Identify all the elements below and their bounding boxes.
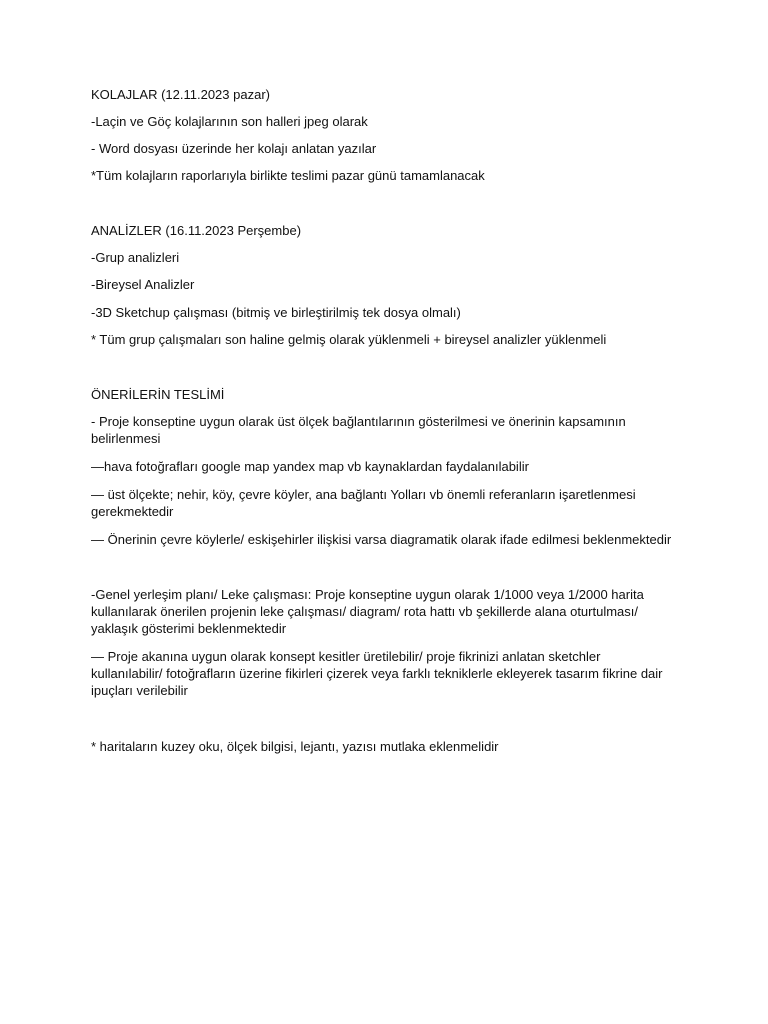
kolajlar-item-1: -Laçin ve Göç kolajlarının son halleri jpeg olarak — [91, 114, 368, 129]
kolajlar-item-2: - Word dosyası üzerinde her kolajı anlatan yazılar — [91, 141, 377, 156]
oneriler-item-1 — [91, 413, 691, 447]
yerlesim-item-1-line-2: kullanılarak önerilen projenin leke çalışması/ diagram/ rota hattı vb şekillerde alana oturtulması/ — [91, 604, 638, 619]
oneriler-item-1-line-1: - Proje konseptine uygun olarak üst ölçek bağlantılarının gösterilmesi ve önerinin kapsamının — [91, 414, 626, 429]
kolajlar-item-3: *Tüm kolajların raporlarıyla birlikte teslimi pazar günü tamamlanacak — [91, 168, 485, 183]
oneriler-item-4: — Önerinin çevre köylerle/ eskişehirler ilişkisi varsa diagramatik olarak ifade edilmesi beklenmektedir — [91, 532, 672, 547]
analizler-heading: ANALİZLER (16.11.2023 Perşembe) — [91, 223, 302, 238]
kolajlar-heading: KOLAJLAR (12.11.2023 pazar) — [91, 87, 270, 102]
yerlesim-item-1 — [91, 586, 691, 637]
analizler-item-2: -Bireysel Analizler — [91, 277, 195, 292]
oneriler-item-2: —hava fotoğrafları google map yandex map vb kaynaklardan faydalanılabilir — [91, 459, 529, 474]
analizler-item-4: * Tüm grup çalışmaları son haline gelmiş olarak yüklenmeli + bireysel analizler yüklenmeli — [91, 332, 607, 347]
yerlesim-item-2-line-1: — Proje akanına uygun olarak konsept kesitler üretilebilir/ proje fikrinizi anlatan sketchler — [91, 649, 601, 664]
analizler-item-3: -3D Sketchup çalışması (bitmiş ve birleştirilmiş tek dosya olmalı) — [91, 305, 461, 320]
oneriler-item-1-line-2: belirlenmesi — [91, 431, 161, 446]
yerlesim-item-1-line-1: -Genel yerleşim planı/ Leke çalışması: Proje konseptine uygun olarak 1/1000 veya 1/2000 harita — [91, 587, 644, 602]
oneriler-heading: ÖNERİLERİN TESLİMİ — [91, 387, 225, 402]
footer-note: * haritaların kuzey oku, ölçek bilgisi, lejantı, yazısı mutlaka eklenmelidir — [91, 739, 499, 754]
yerlesim-item-1-line-3: yaklaşık gösterimi beklenmektedir — [91, 621, 287, 636]
oneriler-item-3-line-2: gerekmektedir — [91, 504, 174, 519]
yerlesim-item-2 — [91, 648, 691, 699]
oneriler-item-3 — [91, 486, 691, 520]
yerlesim-item-2-line-2: kullanılabilir/ fotoğrafların üzerine fikirleri çizerek veya farklı tekniklerle ekleyerek tasarım fikrine dair — [91, 666, 663, 681]
oneriler-item-3-line-1: — üst ölçekte; nehir, köy, çevre köyler, ana bağlantı Yolları vb önemli referanların işaretlenmesi — [91, 487, 636, 502]
yerlesim-item-2-line-3: ipuçları verilebilir — [91, 683, 188, 698]
analizler-item-1: -Grup analizleri — [91, 250, 180, 265]
